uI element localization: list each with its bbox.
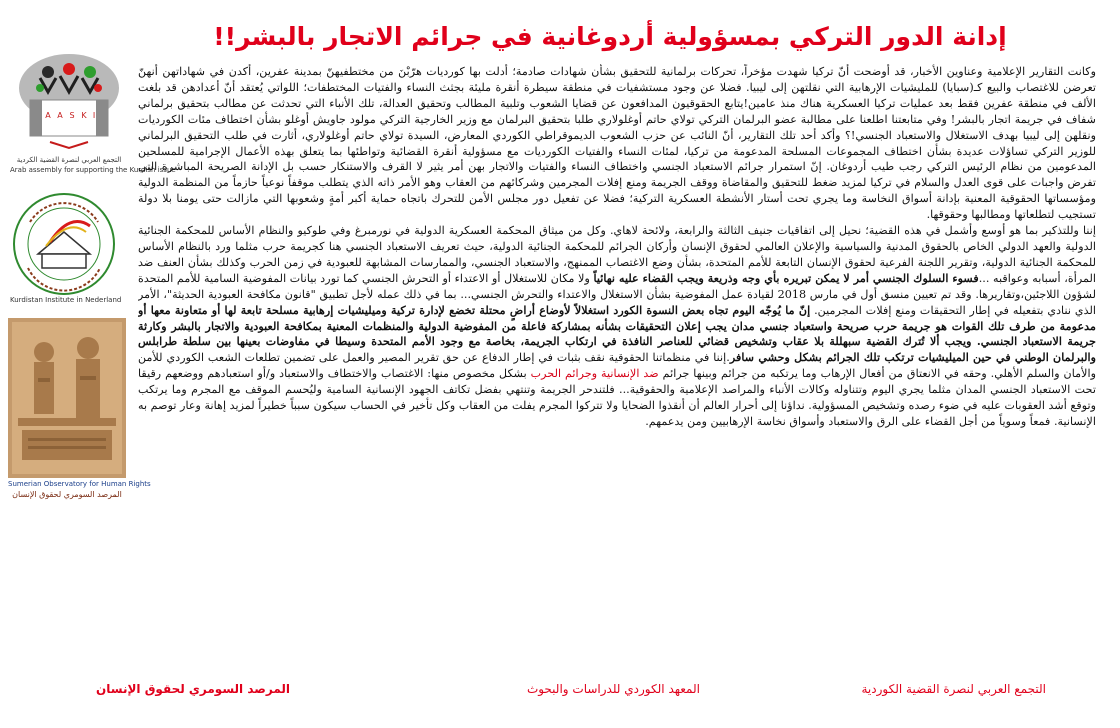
arab-assembly-logo <box>10 48 176 178</box>
highlighted-text-run: ضد الإنسانية وجرائم الحرب <box>530 367 659 381</box>
logo-letter-k: K <box>81 111 87 120</box>
sumerian-relief-image-icon <box>8 318 126 478</box>
signature-kurdish-institute: المعهد الكوردي للدراسات والبحوث <box>526 682 700 696</box>
signature-sumerian-observatory: المرصد السومري لحقوق الإنسان <box>96 682 290 696</box>
bold-text-run: إنّ ما يُوجّه اليوم تجاه بعض النسوة الكورد استغلالاً لأوضاع أراضٍ محتلة تخضع لإدارة تركية وميليشيات إرهابية مسلحة تابعة لها أو متعاونة معها أو مدعومة من طرف تلك القوات هو جريمة حرب صريحة واستعباد جنسي مدان يجب إعلان التحقيقات بشأنه بمشاركة فاعلة من المفوضية الدولية والمنظمات المعنية بمكافحة العبودية والاتجار بالبشر وكارثة جريمة الاستعباد الجنسي. ويجب ألا تُترك القضية سبهللة بلا عقاب وتشخيص قضائي للعناصر النافذة في ارتكاب الجريمة، بخاصة مع وجود الأمم المتحدة وسيطا في مفاوضات بعينها بين سلطة طرابلس والبرلمان الوطني في حين الميليشيات ترتكب تلك الجرائم بشكل وحشي سافر <box>138 302 1096 365</box>
sumerian-observatory-logo <box>8 318 151 500</box>
signatures <box>20 682 1080 706</box>
text-run: .إننا في منظماتنا الحقوقية نقف بثبات في إطار الدفاع عن حق تقرير المصير والعمل على تضمين تطلعات الشعب الكوردي للأمن والأمان والسلم الأهلي. وحقه في الانعتاق من أفعال الإرهاب وما يرتكبه من جرائم وبينها جرائم <box>138 351 1096 381</box>
document-body <box>138 64 1096 654</box>
arab-assembly-caption-en: Arab assembly for supporting the Kurdish issue <box>10 166 176 174</box>
kurdish-institute-logo <box>10 192 122 310</box>
arab-assembly-caption: التجمع العربي لنصرة القضية الكردية <box>16 156 122 164</box>
text-run: ولا مكان للاستغلال أو الاعتداء أو التحرش الجنسي كما تورد بيانات المفوضية السامية للأمم المتحدة لشؤون اللاجئين،وتقاريرها. وقد تم تعيين منسق أول في مارس 2018 لقيادة عمل المفوضية بشأن الاستغلال والاعتداء والتحرش الجنسي... بما في ذلك عمله لأجل تطبيق "قانون مكافحة العبودية الحديثة"، الأمر الذي ننادي بتفعيله في إطار التحقيقات ومنع إفلات المجرمين. <box>138 271 1096 317</box>
bold-text-run: فسوء السلوك الجنسي أمر لا يمكن تبريره بأي وجه وذريعة ويجب القضاء عليه نهائياً <box>593 270 979 285</box>
arab-assembly-emblem-icon <box>10 48 128 156</box>
kurdish-institute-caption: Kurdistan Institute in Nederland <box>10 296 122 304</box>
logo-letter-a1: A <box>45 111 51 120</box>
signature-arab-assembly: التجمع العربي لنصرة القضية الكوردية <box>861 682 1046 696</box>
kurdish-institute-emblem-icon <box>10 192 118 296</box>
sumerian-caption-ar: المرصد السومري لحقوق الإنسان <box>12 490 122 499</box>
sumerian-caption-en: Sumerian Observatory for Human Rights <box>8 480 151 488</box>
text-run: وكانت التقارير الإعلامية وعناوين الأخبار، قد أوضحت أنّ تركيا شهدت مؤخراً، تحركات برلمانية للتحقيق بشأن شهادات صادمة؛ أدلت بها كورديات هرّبْنَ من مختطفيهنّ بمدينة عفرين، أكدن في شهاداتهن أنهنّ تعرضن للاغتصاب والبيع كـ(سبايا) للمليشيات الإرهابية التي نقلتهن إلى ليبيا. فضلا عن وجود مستشفيات في منطقة سيطرة أنقرة مليئة بجثث النساء والفتيات المختطفات؛ اللواتي يُعتقد أنّ أعدادهن قد بلغت الألف في منطقة عفرين فقط بعد عمليات تركيا العسكرية هناك منذ عامين!يتابع الحقوقيون المدافعون عن قضايا الشعوب وتلبية المطالب وتحقيق العدالة، تلك الأنباء التي تحدثت عن مطالب بتحقيق برلماني شفاف في جريمة اتجار بالبشر! وفي متابعتنا اطلعنا على مطالبة عضو البرلمان التركي تولاي حاتم أوغلولاري طلبا بتحقيق البرلمان مع وزير الخارجية التركي مولود جاويش أوغلو بشأن اختطاف مئات الكورديات ونقلهن إلى ليبيا بهدف الاستغلال والاستعباد الجنسي!؟ وأكد أحد تلك التقارير، أنّ النائب عن حزب الشعوب الديموقراطي الكوردي المعارض، السيدة تولاي حاتم أوغلولاري، أثارت في طلب التحقيق البرلماني للوزير التركي تساؤلات عديدة بشأن اختطاف المجموعات المسلحة المدعومة من تركيا، لمئات النساء والفتيات الكورديات مع مسؤولية أنقرة القضائية وتواطئها بما يتعلق بهذه الأعمال الإجرامية للمسلحين المدعومين من نظام الرئيس التركي رجب طيب أردوغان. إنّ استمرار جرائم الاستعباد الجنسي واختطاف النساء والفتيات والاتجار بهن أمر يثير لا القرف والاستنكار حسب بل الإدانة الصريحة المباشرة التي تفرض واجبات على قوى العدل والسلام في تركيا لمزيد ضغط للتحقيق والمقاضاة ووقف الجريمة ومنع إفلات المجرمين وشركائهم من العقاب وهو الأمر ذاته الذي يتطلب موقفاً نوعياً حازماً من المنظمة الدولية ومؤسساتها الحقوقية المعنية بإدانة أسواق النخاسة وما يجري تحت أستار الأنشطة العسكرية التركية؛ فضلا عن تفعيل دور مجلس الأمن للتحرك باتجاه حماية أكبر أمةٍ وشعوبها التي مازالت حتى يومنا بلا دولة تستجيب لتطلعاتها ومطالبها وحقوقها. <box>138 65 1096 222</box>
logo-letter-s: S <box>69 111 75 120</box>
document-title: إدانة الدور التركي بمسؤولية أردوغانية في جرائم الاتجار بالبشر!! <box>213 22 1007 51</box>
paragraph <box>138 223 1096 430</box>
paragraph <box>138 64 1096 223</box>
text-run: بشكل مخصوص منها: الاغتصاب والاختطاف والاستعباد و/أو استعبادهم ووضعهم رقيقا تحت الاستعباد الجنسي المدان مثلما يجري اليوم وتتناوله وكالات الأنباء والمراصد الإعلامية والحقوقية... فلتندحر الجريمة وتنتهي بفضل تكاتف الجهود الإنسانية السامية وليُحسم الموقف مع المجرم وما يرتكب وتوقع أشد العقوبات عليه في ضوء رصده وتشخيص المسؤولية. نداؤنا إلى أحرار العالم أن أنقذوا الضحايا ولا تتركوا المجرم يفلت من العقاب وكل تأخير في الحساب سيكون سبباً خطيراً لمزيد إهانة وعار توصم به الإنسانية. فمعاً وسوياً من أجل القضاء على الرق والاستعباد وأسواق نخاسة الإرهابيين ومن يدعمهم. <box>138 367 1096 428</box>
text-run: إننا وللتذكير بما هو أوسع وأشمل في هذه القضية؛ نحيل إلى اتفاقيات جنيف الثالثة والرابعة، ولائحة لاهاي. وكل من ميثاق المحكمة العسكرية الدولية في نورمبرغ وفي طوكيو والنظام الأساس للمحكمة الجنائية الدولية والعهد الدولي الخاص بالحقوق المدنية والسياسية والإعلان العالمي لحقوق الإنسان وأركان الجرائم للمحكمة الجنائية الدولية، حيث تعريف الاستعباد الجنسي هنا كجريمة حرب مثلما ورد بالنظام الأساس للمحكمة الجنائية الدولية، وتقرير اللجنة الفرعية لحقوق الإنسان التابعة للأمم المتحدة، بشأن وضع الاغتصاب الممنهج، والاستعباد الجنسي، والممارسات المشابهة للعبودية في زمن الحرب وكذلك بشأن العنف ضد المرأة، أسبابه وعواقبه ... <box>138 224 1096 285</box>
logo-column <box>0 40 176 600</box>
logo-letter-i: I <box>92 111 96 120</box>
logo-letter-a2: A <box>57 111 63 120</box>
